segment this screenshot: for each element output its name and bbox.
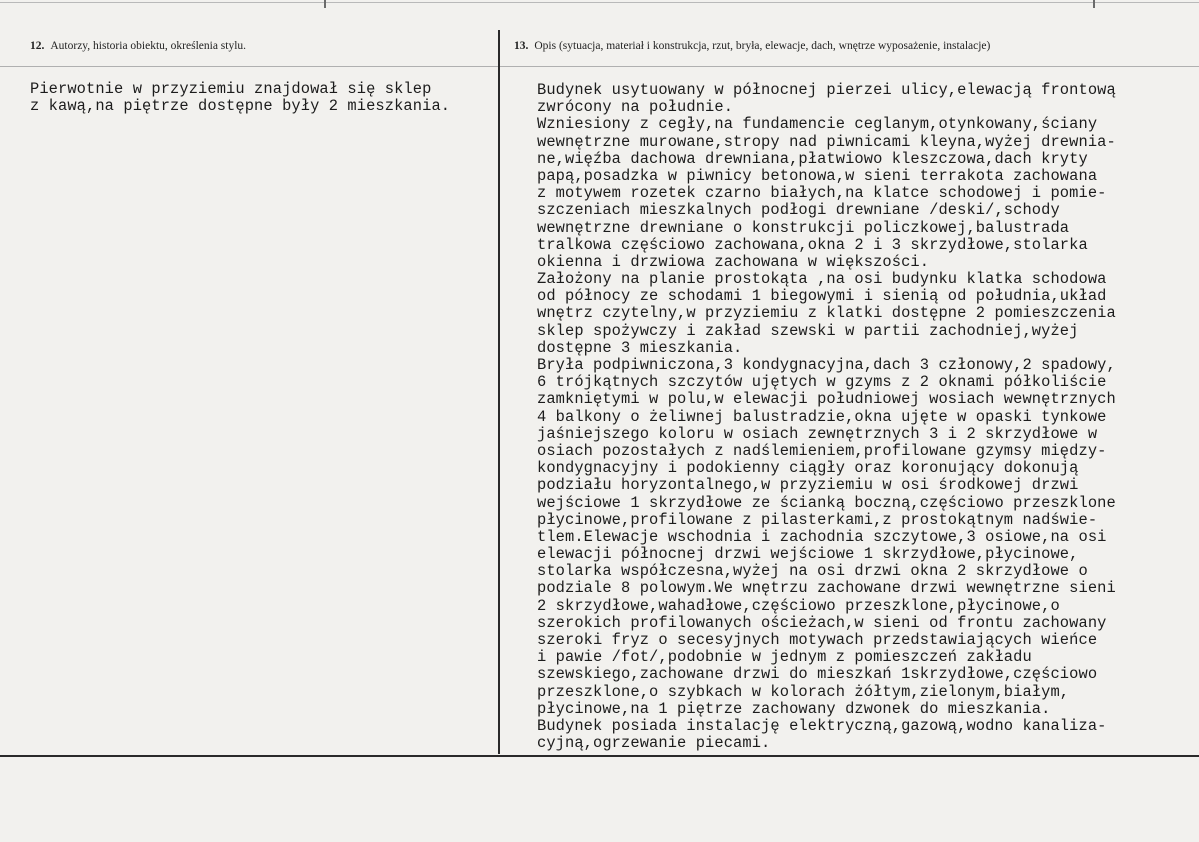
section-13-text-line: przeszklone,o szybkach w kolorach żółtym,zielonym,białym, [537,682,1070,701]
section-13-typed-text [537,82,1195,752]
section-13-heading [514,40,990,52]
section-13-text-line: i pawie /fot/,podobnie w jednym z pomieszczeń zakładu [537,648,1032,667]
top-left-tick-mark [324,0,326,8]
section-13-text-line: podziale 8 polowym.We wnętrzu zachowane drzwi wewnętrzne sieni [537,579,1116,598]
section-13-text-line: szeroki fryz o secesyjnych motywach przedstawiających wieńce [537,631,1098,649]
section-12-number: 12. [30,40,45,52]
section-13-heading-text: Opis (sytuacja, materiał i konstrukcja, rzut, bryła, elewacje, dach, wnętrze wyposażenie, instalacje) [534,40,991,52]
section-13-text-line: elewacji północnej drzwi wejściowe 1 skrzydłowe,płycinowe, [537,545,1079,564]
column-divider-line [498,30,500,754]
section-13-text-line: osiach pozostałych z nadślemieniem,profilowane gzymsy między- [537,441,1107,460]
section-13-text-line: szczeniach mieszkalnych podłogi drewniane /deski/,schody [537,201,1060,220]
section-13-text-line: od północy ze schodami 1 biegowymi i sienią od południa,układ [537,287,1107,306]
section-13-text-line: podziału horyzontalnego,w przyziemiu w osi środkowej drzwi [537,476,1079,495]
section-13-text-line: 4 balkony o żeliwnej balustradzie,okna ujęte w opaski tynkowe [537,407,1107,426]
section-13-text-line: wewnętrzne murowane,stropy nad piwnicami kleyna,wyżej drewnia- [537,132,1116,151]
section-13-text-line: papą,posadzka w piwnicy betonowa,w sieni terrakota zachowana [537,166,1098,185]
section-13-text-line: zwrócony na południe. [537,98,734,117]
bottom-separator-line [0,755,1199,757]
section-13-text-line: wnętrz czytelny,w przyziemiu z klatki dostępne 2 pomieszczenia [537,304,1116,323]
section-12-heading [30,40,246,52]
section-13-text-line: tlem.Elewacje wschodnia i zachodnia szczytowe,3 osiowe,na osi [537,527,1107,546]
section-13-text-line: Wzniesiony z cegły,na fundamencie ceglanym,otynkowany,ściany [537,115,1098,134]
section-13-text-line: sklep spożywczy i zakład szewski w partii zachodniej,wyżej [537,321,1079,340]
section-13-text-line: stolarka współczesna,wyżej na osi drzwi okna 2 skrzydłowe o [537,562,1088,581]
section-13-text-line: cyjną,ogrzewanie piecami. [537,734,771,753]
section-12-text-line: Pierwotnie w przyziemiu znajdował się sklep [30,81,432,98]
top-right-tick-mark [1093,0,1095,8]
section-13-text-line: Założony na planie prostokąta ,na osi budynku klatka schodowa [537,270,1107,289]
section-13-text-line: płycinowe,na 1 piętrze zachowany dzwonek do mieszkania. [537,699,1051,718]
section-12-typed-text [30,81,495,115]
section-13-number: 13. [514,40,529,52]
section-13-text-line: Bryła podpiwniczona,3 kondygnacyjna,dach 3 członowy,2 spadowy, [537,356,1116,374]
section-13-text-line: jaśniejszego koloru w osiach zewnętrznych 3 i 2 skrzydłowe w [537,424,1098,443]
section-13-text-line: okienna i drzwiowa zachowana w większości. [537,252,930,271]
header-separator-line [0,66,1199,67]
section-13-text-line: szerokich profilowanych ościeżach,w sieni od frontu zachowany [537,613,1107,632]
section-13-text-line: wejściowe 1 skrzydłowe ze ścianką boczną,częściowo przeszklone [537,493,1116,512]
section-12-text-line: z kawą,na piętrze dostępne były 2 mieszkania. [30,97,451,116]
top-border-line [0,2,1199,3]
section-13-text-line: 2 skrzydłowe,wahadłowe,częściowo przeszklone,płycinowe,o [537,596,1060,615]
section-13-text-line: ne,więźba dachowa drewniana,płatwiowo kleszczowa,dach kryty [537,149,1088,168]
section-13-text-line: Budynek usytuowany w północnej pierzei ulicy,elewacją frontową [537,82,1116,99]
section-13-text-line: Budynek posiada instalację elektryczną,gazową,wodno kanaliza- [537,716,1107,735]
section-13-text-line: szewskiego,zachowane drzwi do mieszkań 1skrzydłowe,częściowo [537,665,1098,684]
section-13-text-line: wewnętrzne drewniane o konstrukcji policzkowej,balustrada [537,218,1070,237]
section-12-heading-text: Autorzy, historia obiektu, określenia stylu. [50,40,247,52]
section-13-text-line: dostępne 3 mieszkania. [537,338,743,357]
section-13-text-line: 6 trójkątnych szczytów ujętych w gzyms z 2 oknami półkoliście [537,373,1107,392]
section-13-text-line: z motywem rozetek czarno białych,na klatce schodowej i pomie- [537,184,1107,203]
section-13-text-line: płycinowe,profilowane z pilasterkami,z prostokątnym nadświe- [537,510,1098,529]
section-13-text-line: tralkowa częściowo zachowana,okna 2 i 3 skrzydłowe,stolarka [537,235,1088,254]
section-13-text-line: kondygnacyjny i podokienny ciągły oraz koronujący dokonują [537,459,1079,478]
section-13-text-line: zamkniętymi w polu,w elewacji południowej wosiach wewnętrznych [537,390,1116,409]
